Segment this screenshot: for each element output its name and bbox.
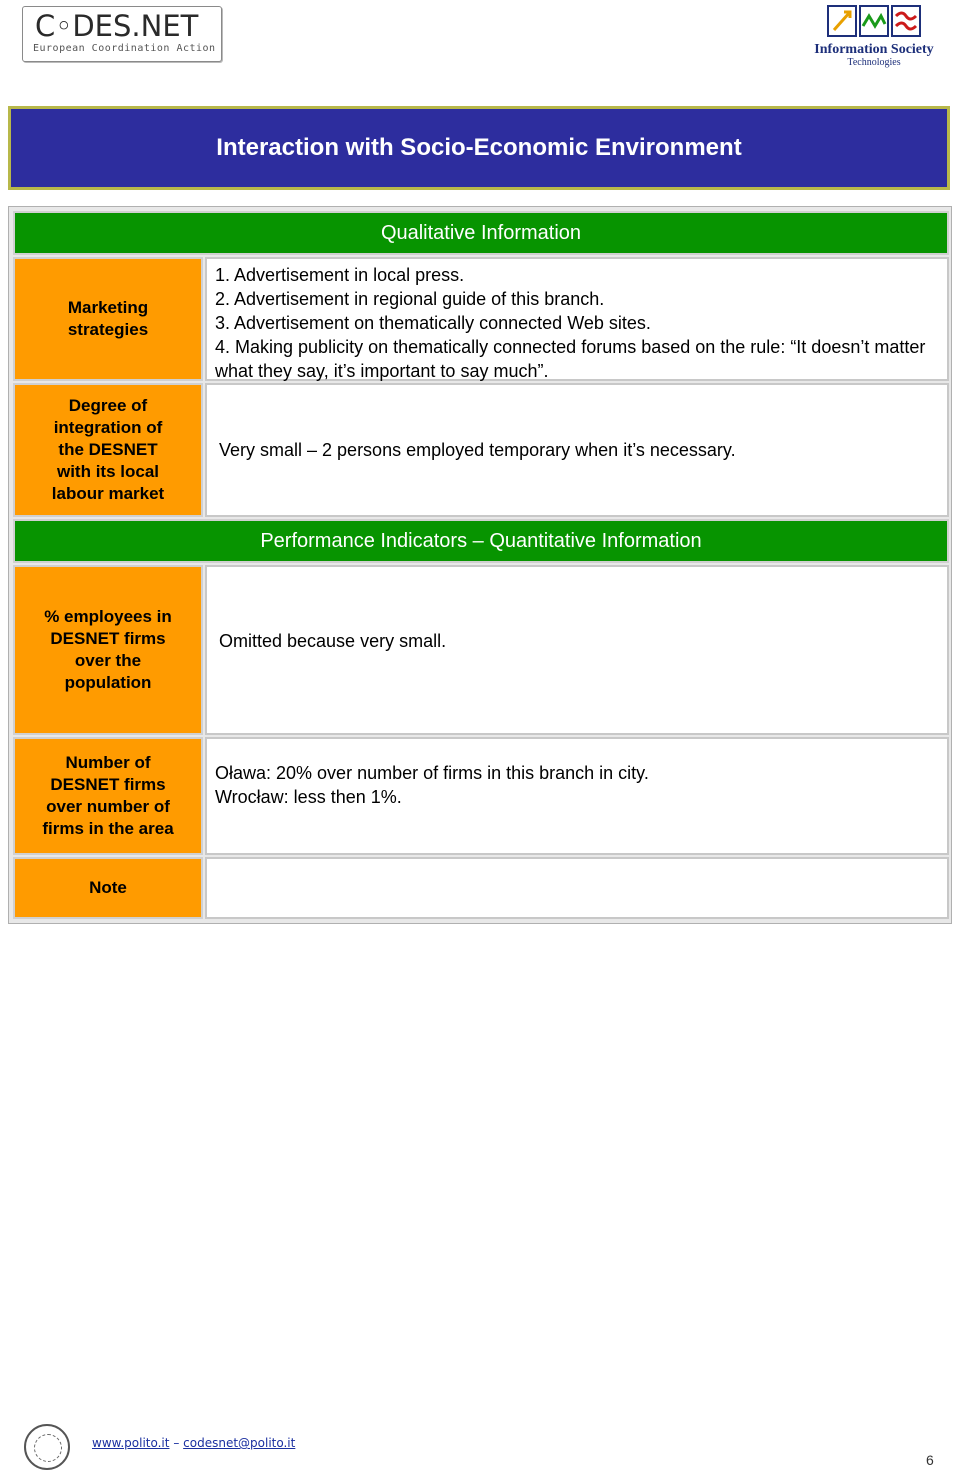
section-header-quantitative [13, 519, 949, 563]
page-title-bar [8, 106, 950, 190]
row-label-labour-market [13, 383, 203, 517]
info-table [8, 206, 952, 924]
marketing-item: 2. Advertisement in regional guide of this branch. [215, 289, 605, 309]
row-label-marketing [13, 257, 203, 381]
codesnet-logo-brand: C◦DES.NET [35, 9, 199, 43]
row-label-firms-text: Number of DESNET firms over number of firms in the area [42, 753, 174, 838]
marketing-item: 1. Advertisement in local press. [215, 265, 465, 285]
row-value-firms [205, 737, 949, 855]
codesnet-logo [22, 6, 222, 62]
row-value-note [205, 857, 949, 919]
marketing-item: 4. Making publicity on thematically connected forums based on the rule: “It doesn’t matter what they say, it’s important to say much”. [215, 337, 926, 381]
ist-logo-line1: Information Society [814, 42, 934, 57]
section-header-qualitative [13, 211, 949, 255]
section-header-quantitative-label: Performance Indicators – Quantitative Information [260, 529, 702, 552]
row-value-labour-market [205, 383, 949, 517]
footer-email-link[interactable]: codesnet@polito.it [183, 1436, 296, 1450]
row-label-note-text: Note [89, 878, 127, 897]
university-seal-icon [24, 1424, 70, 1470]
ist-logo-line2: Technologies [847, 57, 901, 68]
section-header-qualitative-label: Qualitative Information [380, 221, 582, 244]
page-number: 6 [926, 1452, 934, 1468]
footer-website-link[interactable]: www.polito.it [92, 1436, 170, 1450]
row-label-marketing-text: Marketing strategies [67, 298, 149, 339]
row-label-firms [13, 737, 203, 855]
row-value-labour-market-text: Very small – 2 persons employed temporary when it’s necessary. [219, 440, 736, 460]
firms-value-line: Oława: 20% over number of firms in this branch in city. [215, 763, 649, 783]
row-label-employees-text: % employees in DESNET firms over the population [44, 607, 172, 692]
codesnet-logo-tagline: European Coordination Action [33, 43, 216, 54]
row-label-labour-market-text: Degree of integration of the DESNET with its local labour market [51, 396, 165, 503]
marketing-item: 3. Advertisement on thematically connected Web sites. [215, 313, 651, 333]
row-value-employees-text: Omitted because very small. [219, 631, 447, 651]
firms-value-line: Wrocław: less then 1%. [215, 787, 402, 807]
row-label-note [13, 857, 203, 919]
footer-links [92, 1436, 295, 1450]
row-label-employees [13, 565, 203, 735]
row-value-employees [205, 565, 949, 735]
footer-separator: – [173, 1436, 180, 1450]
ist-logo [806, 2, 942, 68]
ist-logo-icon [826, 4, 922, 40]
row-value-marketing [205, 257, 949, 381]
page-title: Interaction with Socio-Economic Environment [216, 134, 742, 161]
